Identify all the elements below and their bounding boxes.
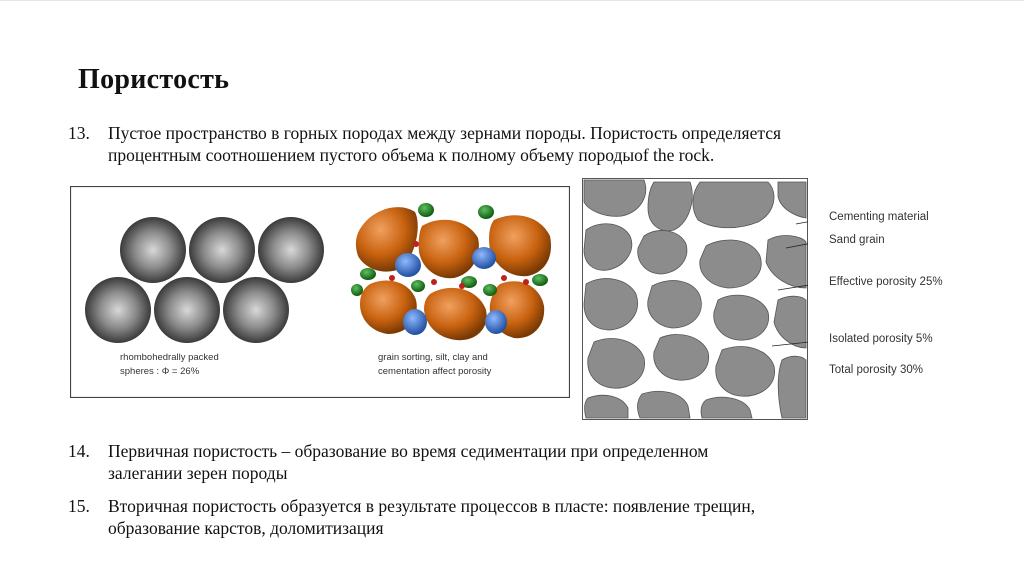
sand-grain <box>714 295 769 340</box>
green-grain <box>411 280 425 292</box>
sphere <box>154 277 220 343</box>
item-text-line: процентным соотношением пустого объема к полному объему породыof the rock. <box>108 145 715 165</box>
item-text-line: Первичная пористость – образование во время седиментации при определенном <box>108 441 709 461</box>
sorting-caption-line: cementation affect porosity <box>378 366 492 377</box>
item-text-line: образование карстов, доломитизация <box>108 518 384 538</box>
sand-grain <box>654 334 709 380</box>
red-particle <box>389 275 395 281</box>
blue-grain <box>485 310 507 334</box>
green-grain <box>483 284 497 296</box>
top-divider <box>0 0 1024 1</box>
red-particle <box>501 275 507 281</box>
sphere <box>223 277 289 343</box>
item-number: 15. <box>68 496 90 516</box>
red-particle <box>523 279 529 285</box>
sphere <box>120 217 186 283</box>
sorting-caption-line: grain sorting, silt, clay and <box>378 352 488 363</box>
green-grain <box>360 268 376 280</box>
label-isolated-porosity: Isolated porosity 5% <box>829 333 933 345</box>
label-sand-grain: Sand grain <box>829 234 885 246</box>
red-particle <box>431 279 437 285</box>
sand-grain <box>778 356 806 418</box>
sand-grain <box>716 347 775 397</box>
label-total-porosity: Total porosity 30% <box>829 364 923 376</box>
red-particle <box>459 283 465 289</box>
blue-grain <box>472 247 496 269</box>
blue-grain <box>403 309 427 335</box>
red-particle <box>413 241 419 247</box>
green-grain <box>351 284 363 296</box>
list-item <box>68 495 968 541</box>
sphere <box>85 277 151 343</box>
blue-grain <box>395 253 421 277</box>
item-text-line: залегании зерен породы <box>108 463 288 483</box>
item-text-line: Вторичная пористость образуется в результате процессов в пласте: появление трещин, <box>108 496 756 516</box>
spheres-caption-line: rhombohedrally packed <box>120 352 219 363</box>
sand-grain <box>648 281 702 328</box>
page-title: Пористость <box>78 64 230 95</box>
list-item <box>68 122 968 168</box>
porosity-spheres-figure <box>70 186 570 398</box>
sphere <box>189 217 255 283</box>
list-item <box>68 440 968 486</box>
sphere <box>258 217 324 283</box>
green-grain <box>532 274 548 286</box>
item-text-line: Пустое пространство в горных породах между зернами породы. Пористость определяется <box>108 123 782 143</box>
green-grain <box>478 205 494 219</box>
label-cementing-material: Cementing material <box>829 211 929 223</box>
item-number: 14. <box>68 441 90 461</box>
sand-grain <box>700 240 761 288</box>
item-number: 13. <box>68 123 90 143</box>
porosity-section-figure <box>582 178 808 420</box>
label-effective-porosity: Effective porosity 25% <box>829 276 943 288</box>
green-grain <box>418 203 434 217</box>
spheres-caption-line: spheres : Φ = 26% <box>120 366 200 377</box>
